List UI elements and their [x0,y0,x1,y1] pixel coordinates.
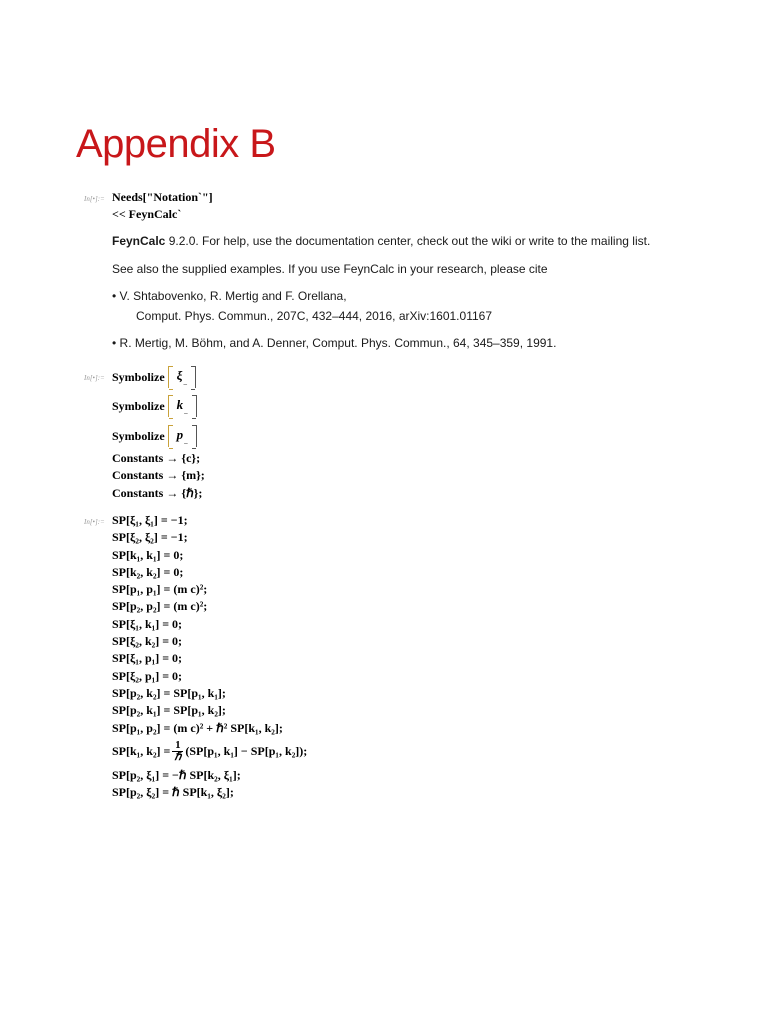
reference-1-line-1: • V. Shtabovenko, R. Mertig and F. Orellana, [112,289,347,303]
blank-marker: _ [184,407,188,415]
fraction-lhs: SP[k₁, k₂] = [112,744,171,759]
symbol-value: p [176,427,184,442]
code-line: SP[k₂, k₂] = 0; [112,564,184,579]
code-line: SP[p₂, ξ₁] = −ℏ SP[k₂, ξ₁]; [112,767,241,782]
code-line: SP[ξ₁, ξ₁] = −1; [112,513,188,527]
reference-1 [112,285,492,327]
code-line: SP[ξ₂, ξ₂] = −1; [112,530,188,545]
code-line: Constants → {ℏ}; [112,485,203,500]
feyncalc-info: 9.2.0. For help, use the documentation center, check out the wiki or write to the mailing list. [165,234,651,248]
code-line: SP[p₁, p₁] = (m c)²; [112,582,208,597]
code-line: << FeynCalc` [112,207,182,222]
cell-input-label: In[•]:= [84,374,105,382]
code-line: SP[ξ₂, p₁] = 0; [112,668,183,683]
symbolize-k[interactable] [112,393,197,419]
symbol-value: k [176,397,184,412]
code-line: SP[p₂, ξ₂] = ℏ SP[k₁, ξ₂]; [112,785,234,800]
code-line: SP[p₂, k₂] = SP[p₁, k₁]; [112,685,226,700]
fraction-rhs: (SP[p₁, k₁] − SP[p₁, k₂]); [185,744,308,759]
symbolize-p[interactable] [112,423,197,449]
fraction [172,740,183,763]
feyncalc-name: FeynCalc [112,234,166,248]
symbol-value: ξ [176,368,183,383]
code-line-fraction [112,737,307,767]
symbolize-label: Symbolize [112,398,165,413]
code-line: Constants → {c}; [112,451,201,465]
code-line: SP[ξ₁, k₁] = 0; [112,616,183,631]
blank-marker: _ [183,378,188,386]
code-line: SP[p₁, p₂] = (m c)² + ℏ² SP[k₁, k₂]; [112,720,283,735]
code-line: SP[ξ₂, k₂] = 0; [112,634,183,649]
input-cell-1[interactable] [112,189,213,224]
symbol-template-box[interactable] [168,395,197,417]
symbol-template-box[interactable] [168,366,196,388]
blank-marker: _ [184,437,188,445]
fraction-denominator: ℏ [174,751,182,764]
code-line: Constants → {m}; [112,468,205,483]
reference-2: • R. Mertig, M. Böhm, and A. Denner, Comput. Phys. Commun., 64, 345–359, 1991. [112,336,557,350]
feyncalc-banner [112,234,650,248]
code-line: SP[p₂, k₁] = SP[p₁, k₂]; [112,703,226,718]
input-cell-3[interactable] [112,512,307,801]
reference-1-line-2: Comput. Phys. Commun., 207C, 432–444, 2016, arXiv:1601.01167 [136,309,492,323]
code-line: Needs["Notation`"] [112,190,213,204]
cell-input-label: In[•]:= [84,195,105,203]
fraction-numerator: 1 [172,740,183,752]
see-also-text: See also the supplied examples. If you use FeynCalc in your research, please cite [112,262,548,276]
code-line: SP[ξ₁, p₁] = 0; [112,651,183,666]
symbol-template-box[interactable] [168,425,197,447]
constants-block[interactable] [112,450,205,502]
symbolize-xi[interactable] [112,364,196,390]
code-line: SP[p₂, p₂] = (m c)²; [112,599,208,614]
cell-input-label: In[•]:= [84,518,105,526]
symbolize-label: Symbolize [112,369,165,384]
page-title: Appendix B [76,122,276,166]
symbolize-label: Symbolize [112,428,165,443]
code-line: SP[k₁, k₁] = 0; [112,547,184,562]
